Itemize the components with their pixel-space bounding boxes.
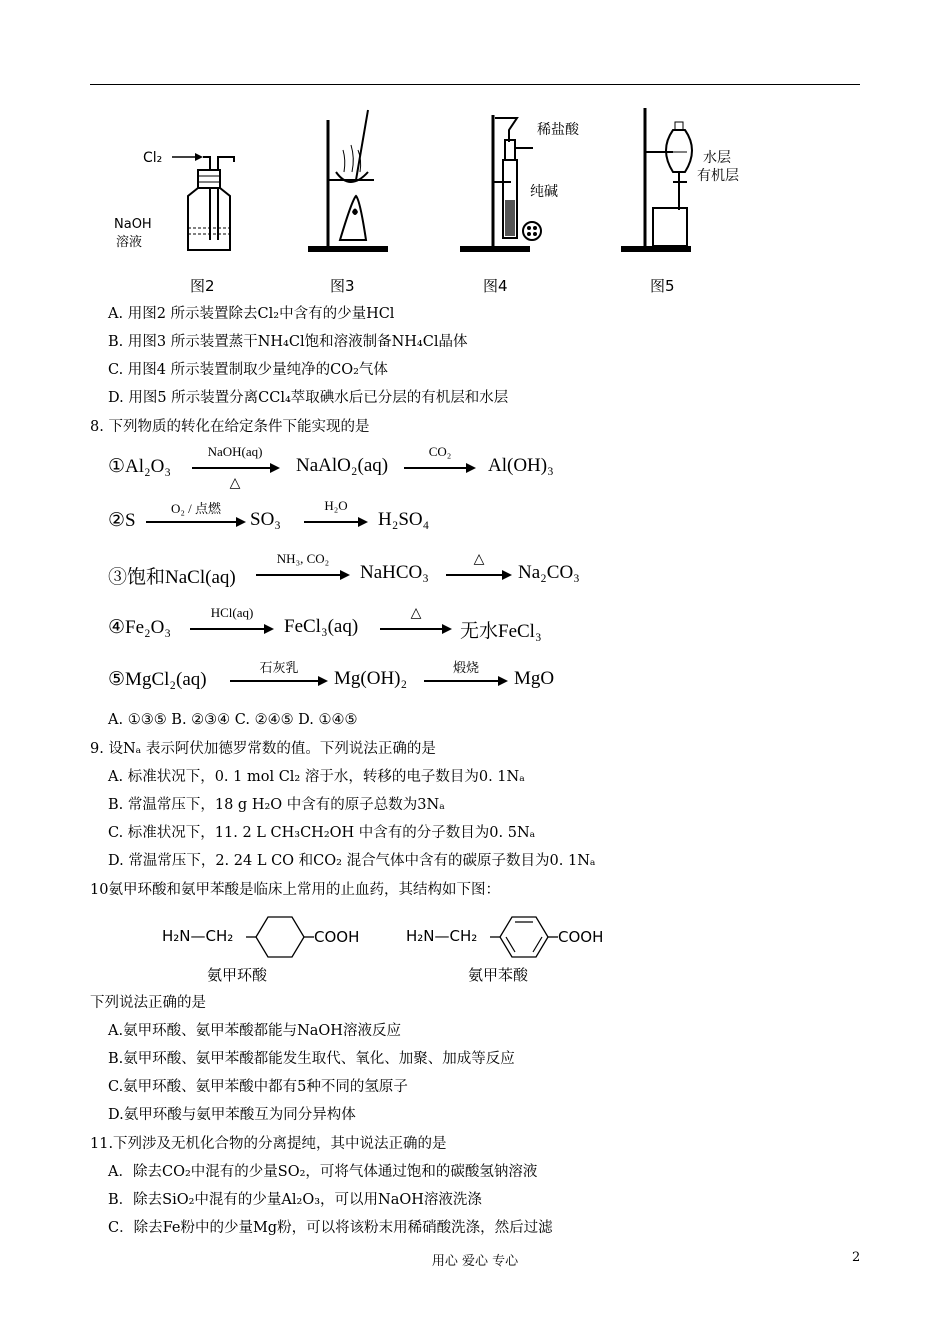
q11-option-a: A．除去CO₂中混有的少量SO₂，可将气体通过饱和的碳酸氢钠溶液 bbox=[108, 1164, 538, 1180]
figure-2-wash-bottle bbox=[110, 100, 250, 265]
rxn1-arrow1 bbox=[192, 467, 278, 469]
rxn5-cond1-top: 石灰乳 bbox=[259, 660, 299, 675]
q8-reaction-2 bbox=[108, 498, 430, 532]
arrowhead-icon bbox=[358, 517, 368, 527]
arrowhead-icon bbox=[502, 570, 512, 580]
q9-stem: 9. 设Nₐ 表示阿伏加德罗常数的值。下列说法正确的是 bbox=[90, 741, 436, 757]
rxn3-b: NaHCO₃ bbox=[360, 562, 429, 583]
rxn4-arrow1 bbox=[190, 628, 272, 630]
rxn5-a: MgCl₂(aq) bbox=[125, 669, 207, 690]
arrowhead-icon bbox=[264, 624, 274, 634]
page-footer: 用心 爱心 专心 bbox=[431, 1254, 519, 1269]
rxn2-arrow2 bbox=[304, 521, 366, 523]
fig2-solution-line2: 溶液 bbox=[116, 235, 143, 250]
rxn5-b: Mg(OH)₂ bbox=[334, 668, 408, 689]
q10-option-d: D.氨甲环酸与氨甲苯酸互为同分异构体 bbox=[108, 1107, 356, 1123]
header-rule bbox=[90, 84, 860, 85]
rxn1-c: Al(OH)₃ bbox=[488, 455, 554, 476]
q9-option-a: A. 标准状况下，0. 1 mol Cl₂ 溶于水，转移的电子数目为0. 1Nₐ bbox=[108, 769, 525, 785]
mol2-right: COOH bbox=[558, 928, 604, 946]
q11-stem: 11.下列涉及无机化合物的分离提纯，其中说法正确的是 bbox=[90, 1136, 447, 1152]
fig2-solution-line1: NaOH bbox=[114, 217, 152, 232]
page-number: 2 bbox=[852, 1250, 861, 1265]
arrowhead-icon bbox=[318, 676, 328, 686]
rxn2-b: SO₃ bbox=[250, 509, 281, 530]
rxn4-cond1-top: HCl(aq) bbox=[210, 605, 254, 620]
rxn2-cond2-top: H₂O bbox=[324, 498, 348, 513]
mol1-right: COOH bbox=[314, 928, 360, 946]
arrowhead-icon bbox=[340, 570, 350, 580]
fig5-label-top: 水层 bbox=[703, 150, 731, 166]
rxn4-b: FeCl₃(aq) bbox=[284, 616, 359, 637]
arrowhead-icon bbox=[442, 624, 452, 634]
q8-stem: 8. 下列物质的转化在给定条件下能实现的是 bbox=[90, 419, 370, 435]
figure-4-gas-generator bbox=[455, 100, 605, 265]
figure-3-evaporation bbox=[300, 100, 400, 265]
rxn1-cond2-top: CO₂ bbox=[428, 444, 452, 459]
q8-reaction-1 bbox=[108, 444, 554, 491]
rxn1-num: ① bbox=[108, 456, 126, 477]
rxn3-c: Na₂CO₃ bbox=[518, 562, 580, 583]
rxn2-cond1-top: O₂ / 点燃 bbox=[170, 501, 222, 516]
q8-reaction-3 bbox=[108, 551, 580, 589]
rxn5-arrow2 bbox=[424, 680, 506, 682]
fig2-gas-label: Cl₂ bbox=[143, 150, 163, 166]
mol1-name: 氨甲环酸 bbox=[207, 966, 268, 984]
q10-option-a: A.氨甲环酸、氨甲苯酸都能与NaOH溶液反应 bbox=[108, 1023, 401, 1039]
rxn2-num: ② bbox=[108, 510, 126, 531]
rxn4-c: 无水FeCl₃ bbox=[460, 621, 542, 642]
rxn1-cond1-bottom: △ bbox=[229, 476, 241, 491]
rxn3-cond2-top: △ bbox=[473, 552, 485, 567]
rxn5-num: ⑤ bbox=[108, 669, 126, 690]
mol2-name: 氨甲苯酸 bbox=[468, 966, 529, 984]
q10-option-c: C.氨甲环酸、氨甲苯酸中都有5种不同的氢原子 bbox=[108, 1079, 408, 1095]
rxn2-arrow1 bbox=[146, 521, 244, 523]
rxn1-cond1-top: NaOH(aq) bbox=[207, 444, 263, 459]
q7-option-d: D. 用图5 所示装置分离CCl₄萃取碘水后已分层的有机层和水层 bbox=[108, 390, 509, 406]
figure-5-separatory-funnel bbox=[615, 100, 765, 265]
q9-option-d: D. 常温常压下，2. 24 L CO 和CO₂ 混合气体中含有的碳原子数目为0. 1Nₐ bbox=[108, 853, 596, 869]
fig4-label-top: 稀盐酸 bbox=[537, 122, 579, 138]
rxn2-c: H₂SO₄ bbox=[378, 509, 430, 530]
rxn5-arrow1 bbox=[230, 680, 326, 682]
q10-stem: 10氨甲环酸和氨甲苯酸是临床上常用的止血药，其结构如下图： bbox=[90, 882, 500, 898]
q8-options: A. ①③⑤ B. ②③④ C. ②④⑤ D. ①④⑤ bbox=[108, 712, 358, 728]
mol2-left: H₂N—CH₂ bbox=[406, 927, 478, 945]
arrowhead-icon bbox=[236, 517, 246, 527]
arrowhead-icon bbox=[270, 463, 280, 473]
molecule-aminomethylbenzoic-acid bbox=[404, 905, 614, 961]
q10-sub-stem: 下列说法正确的是 bbox=[90, 995, 206, 1011]
rxn4-num: ④ bbox=[108, 617, 126, 638]
rxn2-a: S bbox=[125, 510, 136, 531]
q7-option-a: A. 用图2 所示装置除去Cl₂中含有的少量HCl bbox=[108, 306, 395, 322]
rxn5-c: MgO bbox=[514, 668, 555, 689]
rxn1-arrow2 bbox=[404, 467, 474, 469]
rxn3-arrow2 bbox=[446, 574, 510, 576]
arrowhead-icon bbox=[498, 676, 508, 686]
rxn1-a: Al₂O₃ bbox=[125, 456, 172, 477]
q10-option-b: B.氨甲环酸、氨甲苯酸都能发生取代、氧化、加聚、加成等反应 bbox=[108, 1051, 515, 1067]
q7-option-b: B. 用图3 所示装置蒸干NH₄Cl饱和溶液制备NH₄Cl晶体 bbox=[108, 334, 468, 350]
q8-reaction-4 bbox=[108, 605, 542, 642]
q7-option-c: C. 用图4 所示装置制取少量纯净的CO₂气体 bbox=[108, 362, 388, 378]
figure-label-2: 图2 bbox=[190, 277, 215, 295]
arrowhead-icon bbox=[466, 463, 476, 473]
q11-option-b: B．除去SiO₂中混有的少量Al₂O₃，可以用NaOH溶液洗涤 bbox=[108, 1192, 482, 1208]
rxn3-num: ③ bbox=[108, 567, 128, 588]
q11-option-c: C．除去Fe粉中的少量Mg粉，可以将该粉末用稀硝酸洗涤，然后过滤 bbox=[108, 1220, 553, 1236]
figure-label-4: 图4 bbox=[483, 277, 508, 295]
rxn4-a: Fe₂O₃ bbox=[125, 617, 172, 638]
mol1-left: H₂N—CH₂ bbox=[162, 927, 234, 945]
q9-option-c: C. 标准状况下，11. 2 L CH₃CH₂OH 中含有的分子数目为0. 5Nₐ bbox=[108, 825, 536, 841]
q9-option-b: B. 常温常压下，18 g H₂O 中含有的原子总数为3Nₐ bbox=[108, 797, 445, 813]
q8-reaction-5 bbox=[108, 660, 555, 691]
figure-label-5: 图5 bbox=[650, 277, 675, 295]
rxn5-cond2-top: 煅烧 bbox=[452, 660, 479, 675]
molecule-tranexamic-acid bbox=[160, 905, 370, 961]
rxn3-cond1-top: NH₃, CO₂ bbox=[276, 551, 330, 566]
rxn1-b: NaAlO₂(aq) bbox=[296, 455, 389, 476]
fig4-label-mid: 纯碱 bbox=[530, 184, 558, 200]
fig5-label-bottom: 有机层 bbox=[697, 168, 739, 184]
rxn3-arrow1 bbox=[256, 574, 348, 576]
rxn3-a: 饱和NaCl(aq) bbox=[127, 567, 236, 588]
rxn4-arrow2 bbox=[380, 628, 450, 630]
rxn4-cond2-top: △ bbox=[410, 606, 422, 621]
figure-label-3: 图3 bbox=[330, 277, 355, 295]
